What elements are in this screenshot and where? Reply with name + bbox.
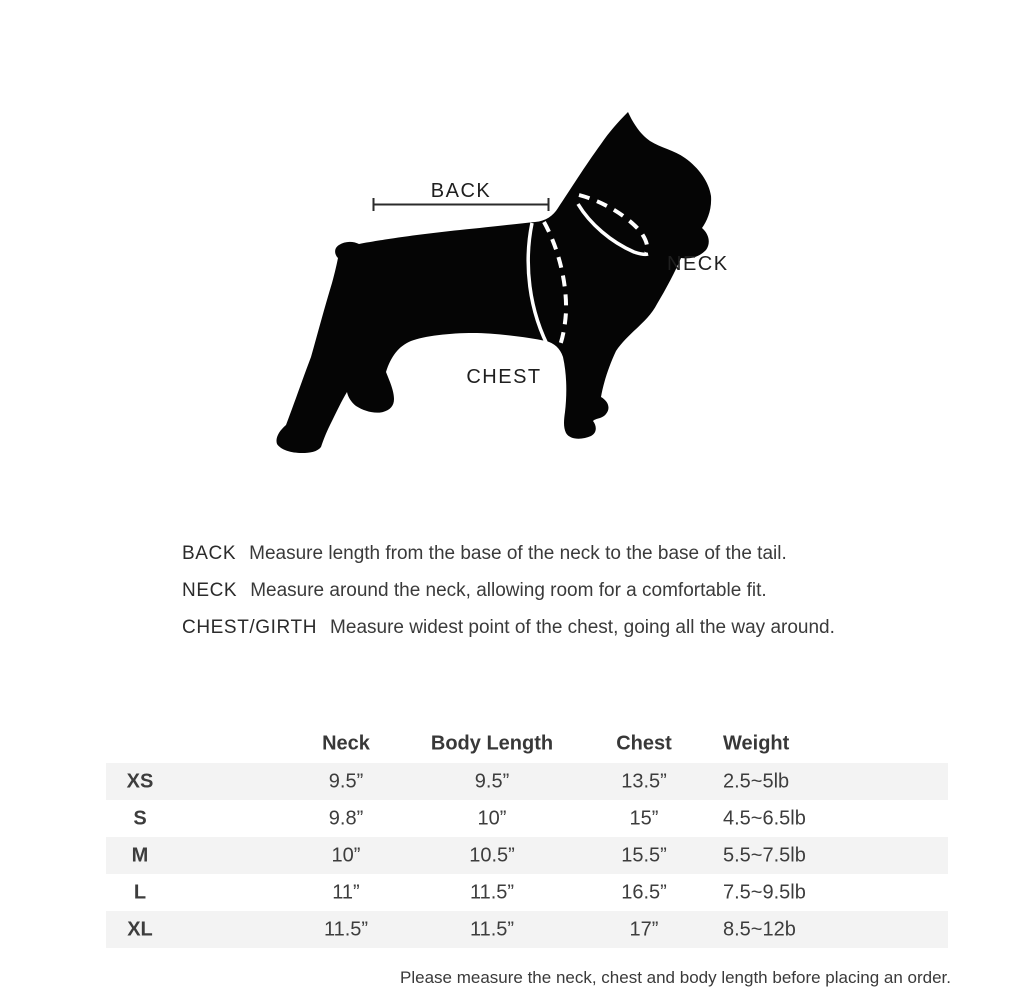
chest-value: 15” <box>629 807 659 829</box>
chest-value: 16.5” <box>621 881 667 903</box>
instruction-desc: Measure widest point of the chest, going all the way around. <box>330 617 835 638</box>
neck-value: 10” <box>331 844 361 866</box>
column-header-neck: Neck <box>322 732 370 754</box>
table-row-m <box>106 837 948 874</box>
weight-value: 8.5~12b <box>723 918 796 940</box>
table-header-row <box>106 724 948 763</box>
column-header-weight: Weight <box>723 732 790 754</box>
neck-value: 11.5” <box>323 918 369 940</box>
body-value: 10.5” <box>469 844 515 866</box>
weight-value: 4.5~6.5lb <box>723 807 806 829</box>
table-row-xl <box>106 911 948 948</box>
measure-reminder-note: Please measure the neck, chest and body length before placing an order. <box>400 968 951 987</box>
instruction-term: NECK <box>182 580 238 601</box>
instruction-desc: Measure around the neck, allowing room for a comfortable fit. <box>250 580 767 601</box>
size-label: XL <box>127 918 153 940</box>
dog-silhouette <box>276 112 711 453</box>
column-header-body-length: Body Length <box>430 732 554 754</box>
instruction-neck <box>182 580 835 602</box>
neck-value: 9.5” <box>328 770 364 792</box>
weight-value: 7.5~9.5lb <box>723 881 806 903</box>
size-label: XS <box>126 770 154 792</box>
table-row-l <box>106 874 948 911</box>
size-label: S <box>133 807 147 829</box>
neck-label: NECK <box>667 253 729 275</box>
body-value: 11.5” <box>469 918 515 940</box>
body-value: 11.5” <box>469 881 515 903</box>
instruction-back <box>182 543 835 565</box>
instruction-term: BACK <box>182 543 237 564</box>
instruction-term: CHEST/GIRTH <box>182 617 318 638</box>
table-row-s <box>106 800 948 837</box>
size-label: L <box>133 881 147 903</box>
body-value: 9.5” <box>474 770 510 792</box>
instruction-desc: Measure length from the base of the neck to the base of the tail. <box>249 543 787 564</box>
weight-value: 2.5~5lb <box>723 770 790 792</box>
column-header-chest: Chest <box>616 732 672 754</box>
measuring-instructions <box>182 543 835 654</box>
size-chart-table <box>106 724 948 948</box>
table-row-xs <box>106 763 948 800</box>
dog-measurement-diagram <box>0 0 1024 500</box>
body-value: 10” <box>477 807 507 829</box>
chest-label: CHEST <box>466 366 542 388</box>
instruction-chest-girth <box>182 617 835 639</box>
chest-value: 13.5” <box>621 770 667 792</box>
chest-value: 15.5” <box>621 844 667 866</box>
neck-value: 9.8” <box>328 807 364 829</box>
weight-value: 5.5~7.5lb <box>723 844 806 866</box>
chest-value: 17” <box>629 918 659 940</box>
back-label: BACK <box>430 180 492 202</box>
size-label: M <box>131 844 149 866</box>
neck-value: 11” <box>332 881 360 903</box>
